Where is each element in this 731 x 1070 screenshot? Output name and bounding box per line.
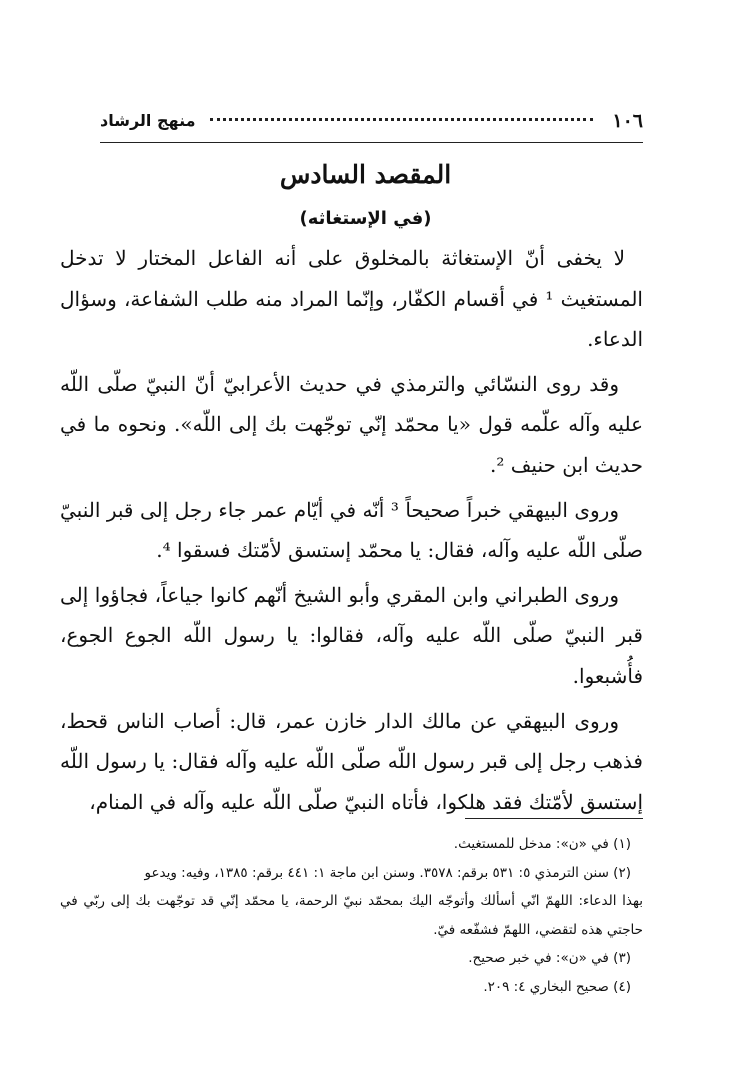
page-number: ١٠٦ (612, 110, 643, 132)
paragraph: وروى البيهقي عن مالك الدار خازن عمر، قال: أصاب الناس قحط، فذهب رجل إلى قبر رسول اللّه صلّى اللّه عليه وآله فقال: يا رسول اللّه إستسق لأمّتك فقد هلكوا، فأتاه النبيّ صلّى اللّه عليه وآله في المنام، (60, 708, 643, 814)
section-title: المقصد السادس (279, 160, 452, 189)
footnote-continuation: بهذا الدعاء: اللهمّ انّي أسألك وأتوجّه اليك بمحمّد نبيّ الرحمة، يا محمّد إنّي قد توجّهت بك إلى ربّي في حاجتي هذه لتقضي، اللهمّ فشفّعه فيّ. (60, 893, 643, 938)
footnotes (60, 830, 643, 1001)
section-subtitle: (في الإستغاثه) (299, 208, 432, 229)
paragraph: وقد روى النسّائي والترمذي في حديث الأعرابيّ أنّ النبيّ صلّى اللّه عليه وآله علّمه قول «يا محمّد إنّي توجّهت بك إلى اللّه». ونحوه ما في حديث ابن حنيف ². (60, 371, 643, 477)
running-header (100, 108, 643, 143)
footnote: (٣) في «ن»: في خبر صحيح. (468, 950, 631, 966)
paragraph: لا يخفى أنّ الإستغاثة بالمخلوق على أنه الفاعل المختار لا تدخل المستغيث ¹ في أقسام الكفّار، وإنّما المراد منه طلب الشفاعة، وسؤال الدعاء. (60, 246, 643, 352)
main-text (60, 238, 643, 826)
footnote: (٤) صحيح البخاري ٤: ٢٠٩. (483, 978, 631, 995)
paragraph: وروى البيهقي خبراً صحيحاً ³ أنّه في أيّام عمر جاء رجل إلى قبر النبيّ صلّى اللّه عليه وآله، فقال: يا محمّد إستسق لأمّتك فسقوا ⁴. (60, 497, 643, 563)
book-title: منهج الرشاد (100, 111, 196, 130)
header-dot-leader (210, 118, 593, 121)
footnote: (١) في «ن»: مدخل للمستغيث. (453, 836, 631, 852)
footnote: (٢) سنن الترمذي ٥: ٥٣١ برقم: ٣٥٧٨. وسنن ابن ماجة ١: ٤٤١ برقم: ١٣٨٥، وفيه: ويدعو (144, 864, 631, 881)
paragraph: وروى الطبراني وابن المقري وأبو الشيخ أنّهم كانوا جياعاً، فجاؤوا إلى قبر النبيّ صلّى اللّه عليه وآله، فقالوا: يا رسول اللّه الجوع الجوع، فأُشبعوا. (60, 582, 643, 688)
footnote-separator (465, 818, 643, 819)
